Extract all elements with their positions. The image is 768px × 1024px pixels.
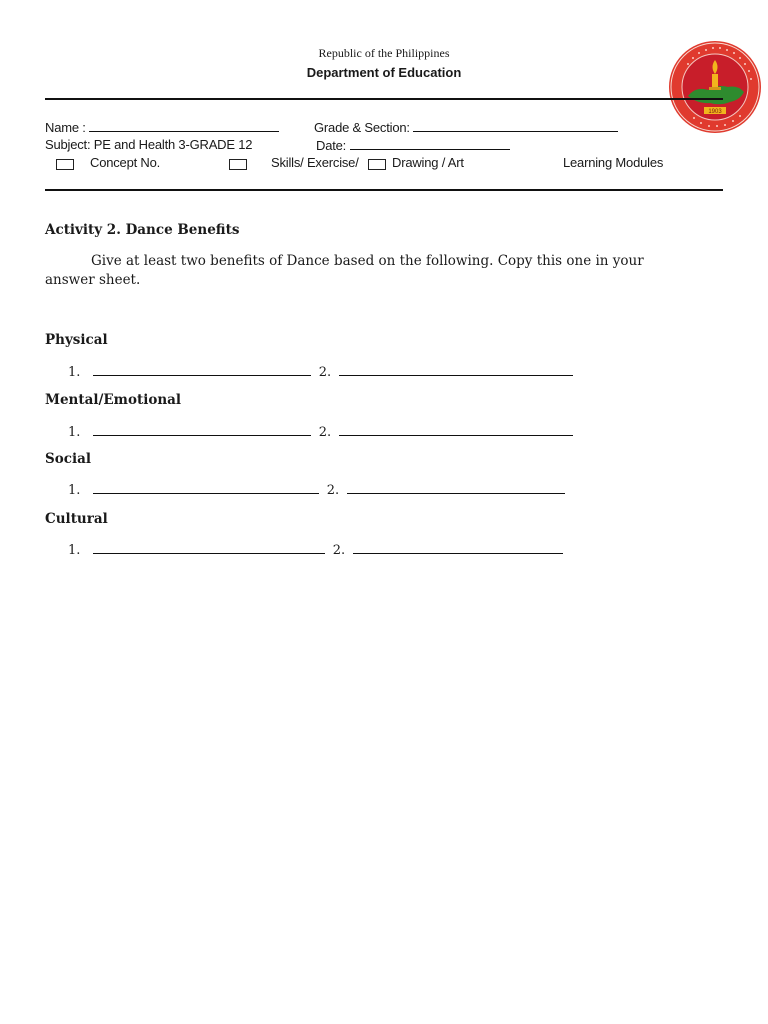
header-divider: [45, 98, 723, 100]
name-blank[interactable]: [89, 119, 279, 132]
answer-blank[interactable]: [347, 481, 565, 494]
section-title-mental-emotional: Mental/Emotional: [45, 392, 182, 408]
seal-year: 1903: [708, 109, 722, 115]
physical-answer-row: [68, 363, 573, 380]
date-field-row: [316, 137, 510, 153]
date-label: Date:: [316, 138, 347, 153]
drawing-checkbox[interactable]: [368, 159, 386, 170]
mental-answer-row: [68, 423, 573, 440]
instruction-line-1: Give at least two benefits of Dance based on the following. Copy this one in your: [91, 253, 644, 269]
instruction-line-2: answer sheet.: [45, 272, 141, 288]
item-number: 2.: [318, 365, 332, 380]
grade-section-row: [314, 119, 618, 135]
answer-blank[interactable]: [93, 541, 325, 554]
answer-blank[interactable]: [339, 423, 573, 436]
answer-blank[interactable]: [93, 481, 319, 494]
skills-checkbox[interactable]: [229, 159, 247, 170]
school-seal-logo: [668, 40, 762, 134]
item-number: 2.: [318, 425, 332, 440]
cultural-answer-row: [68, 541, 563, 558]
name-label: Name :: [45, 120, 86, 135]
answer-blank[interactable]: [353, 541, 563, 554]
item-number: 1.: [68, 483, 81, 498]
learning-modules-label: Learning Modules: [563, 155, 664, 170]
answer-blank[interactable]: [93, 423, 311, 436]
name-field-row: [45, 119, 279, 135]
skills-label: Skills/ Exercise/: [271, 155, 359, 170]
department-title: Department of Education: [306, 65, 462, 80]
answer-blank[interactable]: [339, 363, 573, 376]
section-title-physical: Physical: [45, 332, 108, 348]
social-answer-row: [68, 481, 565, 498]
concept-checkbox[interactable]: [56, 159, 74, 170]
item-number: 2.: [332, 543, 346, 558]
item-number: 1.: [68, 543, 81, 558]
form-divider: [45, 189, 723, 191]
answer-blank[interactable]: [93, 363, 311, 376]
item-number: 1.: [68, 425, 81, 440]
grade-section-label: Grade & Section:: [314, 120, 410, 135]
concept-label: Concept No.: [90, 155, 161, 170]
republic-label: Republic of the Philippines: [318, 46, 450, 60]
activity-title: Activity 2. Dance Benefits: [45, 222, 240, 238]
grade-section-blank[interactable]: [413, 119, 618, 132]
section-title-social: Social: [45, 451, 91, 467]
date-blank[interactable]: [350, 137, 510, 150]
section-title-cultural: Cultural: [45, 511, 108, 527]
subject-label: Subject: PE and Health 3-GRADE 12: [45, 137, 253, 152]
item-number: 2.: [326, 483, 340, 498]
drawing-label: Drawing / Art: [392, 155, 464, 170]
item-number: 1.: [68, 365, 81, 380]
